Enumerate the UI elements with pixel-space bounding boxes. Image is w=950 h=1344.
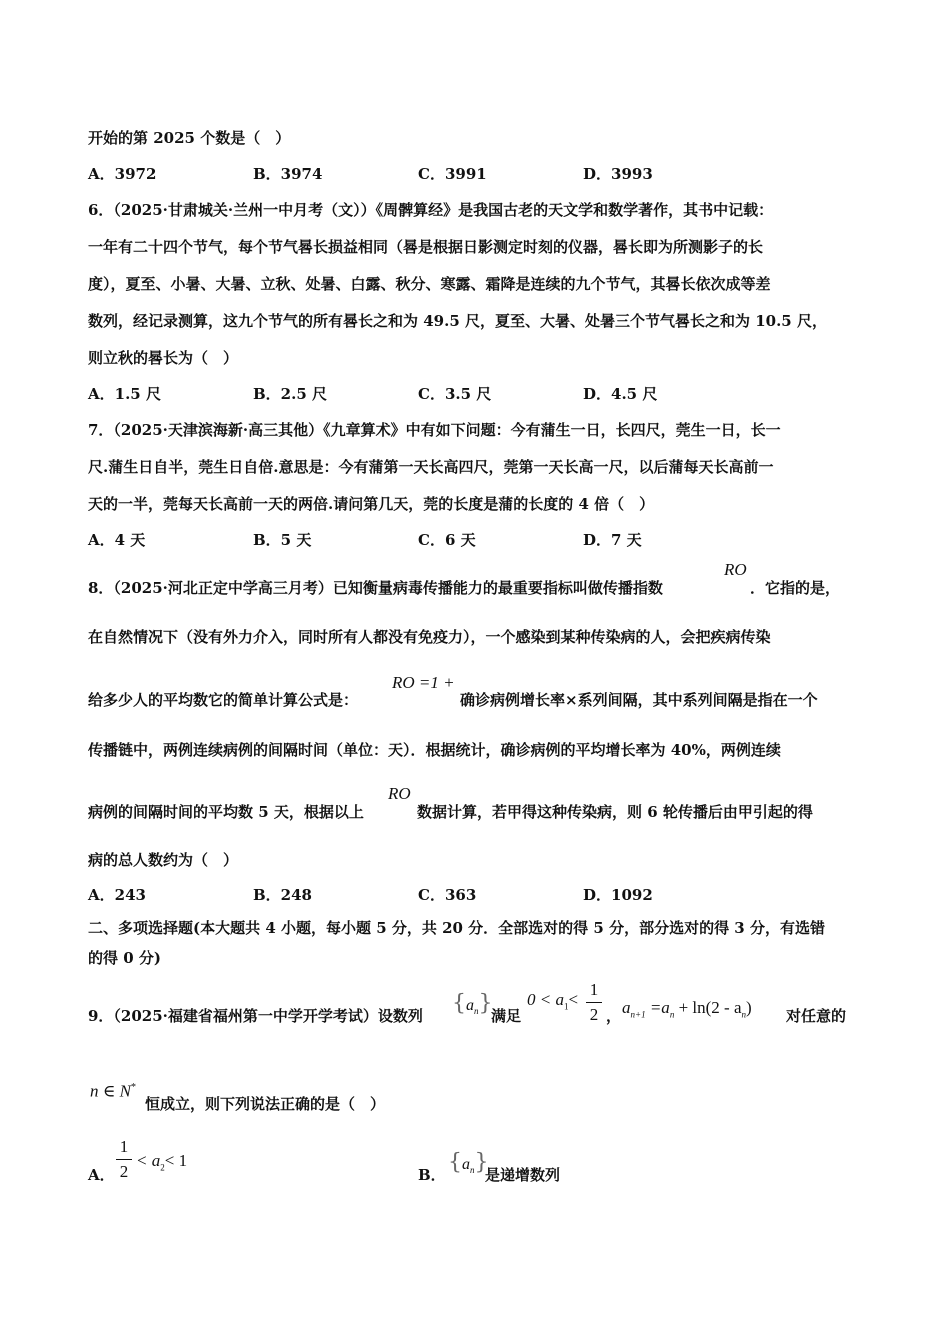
q8-line-4: 传播链中，两例连续病例的间隔时间（单位：天）．根据统计，确诊病例的平均增长率为 40%，两例连续 [88,741,781,759]
q7-line-2: 尺.蒲生日自半，莞生日自倍.意思是：今有蒲第一天长高四尺，莞第一天长高一尺，以后蒲每天长高前一 [88,458,774,476]
q6-line-3: 度），夏至、小暑、大暑、立秋、处暑、白露、秋分、寒露、霜降是连续的九个节气，其晷长依次成等差 [88,275,771,293]
q6-option-b: B．2.5 尺 [253,385,327,403]
q8-line-3a: 给多少人的平均数它的简单计算公式是： [88,691,359,709]
q5-option-c: C．3991 [418,165,487,183]
section-heading-line-1: 二、多项选择题(本大题共 4 小题，每小题 5 分，共 20 分．全部选对的得 5 分，部分选对的得 3 分，有选错 [88,919,825,937]
ro-symbol-2: RO [388,784,411,803]
question-continuation: 开始的第 2025 个数是（ ） [88,129,291,147]
q9-line-2: 恒成立，则下列说法正确的是（ ） [145,1095,386,1113]
q9-line-1a: 9．（2025·福建省福州第一中学开学考试）设数列 [88,1007,423,1025]
sequence-an: $\{a_n\}$ [452,991,493,1016]
q6-line-5: 则立秋的晷长为（ ） [88,349,239,367]
n-in-nstar: n ∈ N* [90,1081,136,1101]
q8-option-a: A．243 [88,886,146,904]
comma: ， [606,1007,622,1025]
q5-option-d: D．3993 [583,165,653,183]
option-b-sequence: $\{a_n\}$ [448,1150,489,1175]
q6-option-c: C．3.5 尺 [418,385,492,403]
q8-line-5a: 病例的间隔时间的平均数 5 天，根据以上 [88,803,364,821]
q8-line-2: 在自然情况下（没有外力介入，同时所有人都没有免疫力），一个感染到某种传染病的人，会把疾病传染 [88,628,771,646]
q9-option-a-label: A． [88,1166,115,1184]
ro-formula: RO =1 + [392,673,455,692]
q5-option-b: B．3974 [253,165,323,183]
fraction-one-half: 1 2 [586,980,602,1025]
q6-option-a: A．1.5 尺 [88,385,161,403]
q8-option-b: B．248 [253,886,312,904]
condition-left: $0 < a_1<$ [527,990,579,1012]
ro-symbol: RO [724,560,747,579]
q6-line-4: 数列，经记录测算，这九个节气的所有晷长之和为 49.5 尺，夏至、大暑、处暑三个节气晷长之和为 10.5 尺， [88,312,827,330]
q8-line-3b: 确诊病例增长率×系列间隔，其中系列间隔是指在一个 [460,691,818,709]
q6-line-2: 一年有二十四个节气，每个节气晷长损益相同（晷是根据日影测定时刻的仪器，晷长即为所测影子的长 [88,238,764,256]
q8-option-d: D．1092 [583,886,653,904]
option-a-fraction: 1 2 [116,1137,132,1182]
q9-option-b-label: B． [418,1166,446,1184]
q5-option-a: A．3972 [88,165,157,183]
option-a-inequality: < $a_2< 1$ [136,1151,188,1173]
q6-option-d: D．4.5 尺 [583,385,658,403]
recurrence-formula: $a_{n+1} =a_n + \ln(2 - a_n)$ [622,998,752,1020]
q9-for-any: 对任意的 [786,1007,847,1025]
q8-line-5b: 数据计算，若甲得这种传染病，则 6 轮传播后由甲引起的得 [417,803,813,821]
q8-line-6: 病的总人数约为（ ） [88,851,239,869]
q6-line-1: 6．（2025·甘肃城关·兰州一中月考（文））《周髀算经》是我国古老的天文学和数学著作，其书中记载： [88,201,774,219]
q7-option-b: B．5 天 [253,531,312,549]
q8-line-1b: ．它指的是， [750,579,841,597]
q9-satisfies: 满足 [491,1007,522,1025]
section-heading-line-2: 的得 0 分) [88,949,161,967]
q8-line-1a: 8．（2025·河北正定中学高三月考）已知衡量病毒传播能力的最重要指标叫做传播指数 [88,579,663,597]
q7-line-1: 7．（2025·天津滨海新·高三其他）《九章算术》中有如下问题：今有蒲生一日，长四尺，莞生一日，长一 [88,421,781,439]
q9-option-b-text: 是递增数列 [485,1166,561,1184]
q8-option-c: C．363 [418,886,477,904]
q7-option-a: A．4 天 [88,531,146,549]
q7-option-d: D．7 天 [583,531,642,549]
q7-option-c: C．6 天 [418,531,476,549]
q7-line-3: 天的一半，莞每天长高前一天的两倍.请问第几天，莞的长度是蒲的长度的 4 倍（ ） [88,495,655,513]
